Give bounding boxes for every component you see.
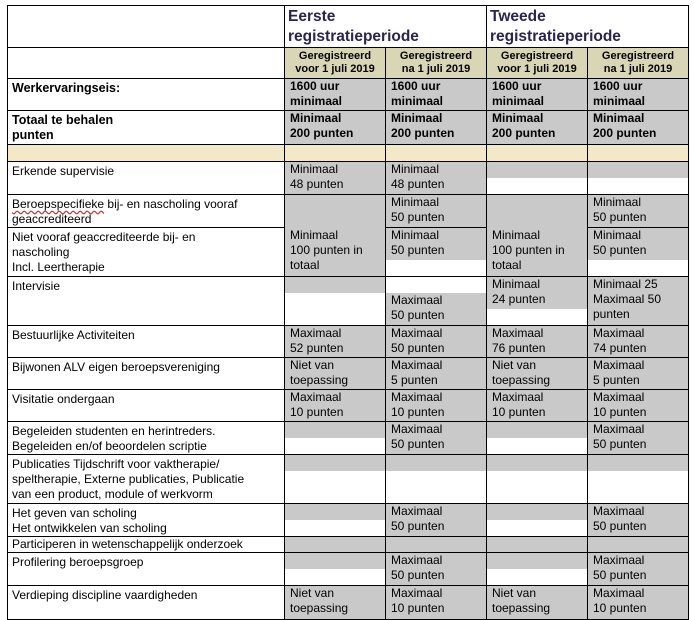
cell-profilering-0	[285, 553, 386, 586]
sub-line: Geregistreerd	[601, 50, 675, 62]
cell-line: 48 punten	[290, 177, 344, 191]
cell-line: Niet van	[290, 358, 335, 372]
label-text: speltherapie, Externe publicaties, Publicatie	[12, 472, 245, 486]
cell-line: toepassing	[492, 601, 551, 615]
cell-intervisie-2	[487, 277, 588, 326]
cell-verdieping-3	[588, 586, 689, 620]
cell-line: 50 punten	[391, 243, 445, 257]
cell-visitatie-2	[487, 390, 588, 422]
cell-line: minimaal	[290, 94, 343, 108]
cell-totaal-2	[487, 111, 588, 145]
cell-line: Minimaal 25	[593, 277, 658, 291]
cell-line: 1600 uur	[290, 79, 340, 93]
cell-publicaties-0	[285, 455, 386, 504]
cell-line: Niet van	[492, 358, 537, 372]
label-text: Begeleiden en/of beoordelen scriptie	[12, 439, 207, 453]
label-text: Het ontwikkelen van scholing	[12, 521, 167, 535]
label-text: geaccrediteerd	[12, 212, 92, 226]
cell-line: Niet van	[492, 586, 537, 600]
cell-line: 10 punten	[391, 601, 445, 615]
cell-line: Minimaal	[593, 111, 645, 125]
cell-begeleiden-3	[588, 422, 689, 455]
cell-line: Minimaal	[290, 228, 339, 242]
cell-line: Minimaal	[391, 111, 443, 125]
cell-line: 10 punten	[593, 601, 647, 615]
sub-line: voor 1 juli 2019	[295, 63, 375, 75]
cell-line: 50 punten	[593, 519, 647, 533]
cell-alv-3	[588, 358, 689, 390]
period2-line1: Tweede	[490, 8, 546, 25]
cell-supervisie-3	[588, 162, 689, 195]
cell-visitatie-1	[386, 390, 487, 422]
cell-geven-1	[386, 504, 487, 537]
cell-line: 50 punten	[391, 519, 445, 533]
cell-visitatie-0	[285, 390, 386, 422]
cell-line: minimaal	[593, 94, 646, 108]
subheader-p2-before	[487, 48, 588, 79]
period2-header	[487, 6, 689, 48]
cell-line: Maximaal	[391, 504, 443, 518]
cell-publicaties-1	[386, 455, 487, 504]
label-text: Visitatie ondergaan	[12, 392, 115, 406]
cell-line: 100 punten in	[290, 243, 363, 257]
cell-line: 50 punten	[391, 568, 445, 582]
cell-line: 1600 uur	[492, 79, 542, 93]
cell-intervisie-3	[588, 277, 689, 326]
cell-line: Minimaal	[290, 162, 339, 176]
cell-line: 50 punten	[391, 210, 445, 224]
row-label-verdieping	[8, 586, 285, 620]
cell-line: toepassing	[290, 601, 349, 615]
cell-line: Maximaal	[391, 553, 443, 567]
cell-participeren-2	[487, 537, 588, 553]
cell-bestuur-1	[386, 326, 487, 358]
row-label-profilering	[8, 553, 285, 586]
cell-werk-2	[487, 79, 588, 111]
cell-line: Niet van	[290, 586, 335, 600]
cell-line: 50 punten	[391, 437, 445, 451]
label-text: Participeren in wetenschappelijk onderzoek	[12, 537, 243, 551]
cell-line: Minimaal	[492, 277, 541, 291]
cell-line: Maximaal	[391, 586, 443, 600]
label-text: Publicaties Tijdschrift voor vaktherapie/	[12, 457, 220, 471]
period2-line2: registratieperiode	[490, 28, 621, 45]
cell-line: 1600 uur	[593, 79, 643, 93]
cell-line: 5 punten	[391, 373, 438, 387]
label-text: nascholing	[12, 245, 70, 259]
cell-supervisie-2	[487, 162, 588, 195]
cell-line: Maximaal	[593, 553, 645, 567]
cell-begeleiden-0	[285, 422, 386, 455]
cell-alv-2	[487, 358, 588, 390]
cell-participeren-1	[386, 537, 487, 553]
cell-line: Maximaal	[391, 390, 443, 404]
cell-line: Maximaal	[290, 390, 342, 404]
cell-totaal-3	[588, 111, 689, 145]
label-text: Profilering beroepsgroep	[12, 555, 144, 569]
cell-line: minimaal	[391, 94, 444, 108]
row-label-alv	[8, 358, 285, 390]
cell-line: 10 punten	[593, 405, 647, 419]
cell-line: 50 punten	[593, 568, 647, 582]
label-text: Niet vooraf geaccrediteerde bij- en	[12, 230, 196, 244]
cell-line: 50 punten	[593, 437, 647, 451]
cell-line: Maximaal	[290, 326, 342, 340]
label-text: Totaal te behalen	[12, 113, 114, 127]
cell-line: 50 punten	[391, 341, 445, 355]
cell-profilering-2	[487, 553, 588, 586]
row-label-beroepspecifiek	[8, 195, 285, 228]
cell-niet-2	[487, 195, 588, 277]
cell-line: totaal	[492, 258, 522, 272]
sub-line: Geregistreerd	[500, 50, 574, 62]
cell-niet-0	[285, 195, 386, 277]
cell-intervisie-0	[285, 277, 386, 326]
cell-line: Maximaal	[391, 422, 443, 436]
cell-line: totaal	[290, 258, 320, 272]
cell-werk-0	[285, 79, 386, 111]
cell-line: Minimaal	[391, 162, 440, 176]
row-label-niet-vooraf	[8, 228, 285, 277]
cell-profilering-3	[588, 553, 689, 586]
cell-begeleiden-2	[487, 422, 588, 455]
cell-line: 52 punten	[290, 341, 344, 355]
label-text: Het geven van scholing	[12, 506, 137, 520]
cell-bestuur-0	[285, 326, 386, 358]
cell-verdieping-1	[386, 586, 487, 620]
sub-line: na 1 juli 2019	[603, 63, 673, 75]
cell-line: minimaal	[492, 94, 545, 108]
cell-line: Minimaal	[391, 228, 440, 242]
cell-line: Maximaal	[492, 326, 544, 340]
cell-line: Maximaal	[391, 358, 443, 372]
cell-bestuur-2	[487, 326, 588, 358]
cell-line: 10 punten	[391, 405, 445, 419]
cell-publicaties-2	[487, 455, 588, 504]
spacer-row	[8, 145, 285, 162]
cell-visitatie-3	[588, 390, 689, 422]
cell-line: 50 punten	[593, 210, 647, 224]
requirements-table	[7, 5, 689, 620]
label-text: Intervisie	[12, 279, 61, 293]
cell-bestuur-3	[588, 326, 689, 358]
cell-participeren-0	[285, 537, 386, 553]
sub-line: Geregistreerd	[298, 50, 372, 62]
spacer-cell	[487, 145, 588, 162]
cell-line: Minimaal	[391, 195, 440, 209]
cell-begeleiden-1	[386, 422, 487, 455]
period1-header	[285, 6, 487, 48]
label-text	[12, 197, 280, 212]
cell-verdieping-2	[487, 586, 588, 620]
cell-geven-0	[285, 504, 386, 537]
subheader-p1-before	[285, 48, 386, 79]
row-label-publicaties	[8, 455, 285, 504]
label-rest: bij- en nascholing vooraf	[104, 197, 238, 211]
row-label-begeleiden	[8, 422, 285, 455]
row-label-scholing	[8, 504, 285, 537]
cell-verdieping-0	[285, 586, 386, 620]
cell-beroep-1	[386, 195, 487, 228]
cell-werk-1	[386, 79, 487, 111]
cell-line: 24 punten	[492, 292, 546, 306]
subheader-p2-after	[588, 48, 689, 79]
cell-profilering-1	[386, 553, 487, 586]
row-label-visitatie	[8, 390, 285, 422]
spacer-cell	[386, 145, 487, 162]
cell-line: Maximaal 50	[593, 292, 662, 306]
row-label-intervisie	[8, 277, 285, 326]
subheader-empty	[8, 48, 285, 79]
cell-totaal-1	[386, 111, 487, 145]
cell-line: Minimaal	[290, 111, 342, 125]
cell-participeren-3	[588, 537, 689, 553]
cell-line: 50 punten	[593, 243, 647, 257]
subheader-p1-after	[386, 48, 487, 79]
cell-line: 10 punten	[290, 405, 344, 419]
period1-line2: registratieperiode	[288, 28, 419, 45]
sub-line: voor 1 juli 2019	[497, 63, 577, 75]
cell-line: 10 punten	[492, 405, 546, 419]
cell-line: 200 punten	[492, 126, 556, 140]
label-text: Verdieping discipline vaardigheden	[12, 588, 198, 602]
cell-niet-3	[588, 228, 689, 277]
cell-line: 200 punten	[290, 126, 354, 140]
label-text: Bijwonen ALV eigen beroepsvereniging	[12, 360, 220, 374]
row-label-bestuurlijk	[8, 326, 285, 358]
cell-supervisie-0	[285, 162, 386, 195]
label-text: Werkervaringseis:	[12, 81, 121, 95]
cell-line: 1600 uur	[391, 79, 441, 93]
cell-line: toepassing	[290, 373, 349, 387]
row-label-totaal	[8, 111, 285, 145]
cell-line: Maximaal	[593, 586, 645, 600]
cell-line: 200 punten	[391, 126, 455, 140]
cell-line: Maximaal	[391, 293, 443, 307]
cell-line: 5 punten	[593, 373, 640, 387]
cell-line: 50 punten	[391, 308, 445, 322]
label-text: Erkende supervisie	[12, 164, 115, 178]
label-text: punten	[12, 128, 54, 142]
cell-supervisie-1	[386, 162, 487, 195]
cell-line: Minimaal	[593, 195, 642, 209]
cell-line: Maximaal	[593, 504, 645, 518]
header-empty	[8, 6, 285, 48]
label-text: Incl. Leertherapie	[12, 260, 105, 274]
cell-geven-3	[588, 504, 689, 537]
cell-line: 74 punten	[593, 341, 647, 355]
cell-line: Maximaal	[593, 358, 645, 372]
cell-line: Maximaal	[593, 390, 645, 404]
cell-line: 76 punten	[492, 341, 546, 355]
label-text: Bestuurlijke Activiteiten	[12, 328, 135, 342]
cell-line: toepassing	[492, 373, 551, 387]
row-label-participeren	[8, 537, 285, 553]
cell-line: punten	[593, 307, 630, 321]
cell-werk-3	[588, 79, 689, 111]
row-label-werkervaring	[8, 79, 285, 111]
spellcheck-word: Beroepspecifieke	[12, 197, 105, 211]
cell-alv-0	[285, 358, 386, 390]
label-text: Begeleiden studenten en herintreders.	[12, 424, 216, 438]
cell-intervisie-1	[386, 277, 487, 326]
sub-line: Geregistreerd	[399, 50, 473, 62]
cell-geven-2	[487, 504, 588, 537]
period1-line1: Eerste	[288, 8, 336, 25]
cell-beroep-3	[588, 195, 689, 228]
spacer-cell	[588, 145, 689, 162]
spacer-cell	[285, 145, 386, 162]
cell-line: Maximaal	[593, 326, 645, 340]
cell-line: Maximaal	[391, 326, 443, 340]
cell-publicaties-3	[588, 455, 689, 504]
cell-line: 48 punten	[391, 177, 445, 191]
cell-line: Minimaal	[492, 228, 541, 242]
cell-line: Minimaal	[492, 111, 544, 125]
cell-totaal-0	[285, 111, 386, 145]
cell-line: 100 punten in	[492, 243, 565, 257]
row-label-supervisie	[8, 162, 285, 195]
label-text: van een product, module of werkvorm	[12, 487, 213, 501]
cell-line: Maximaal	[593, 422, 645, 436]
sub-line: na 1 juli 2019	[401, 63, 471, 75]
cell-line: Maximaal	[492, 390, 544, 404]
cell-alv-1	[386, 358, 487, 390]
cell-niet-1	[386, 228, 487, 277]
cell-line: 200 punten	[593, 126, 657, 140]
cell-line: Minimaal	[593, 228, 642, 242]
